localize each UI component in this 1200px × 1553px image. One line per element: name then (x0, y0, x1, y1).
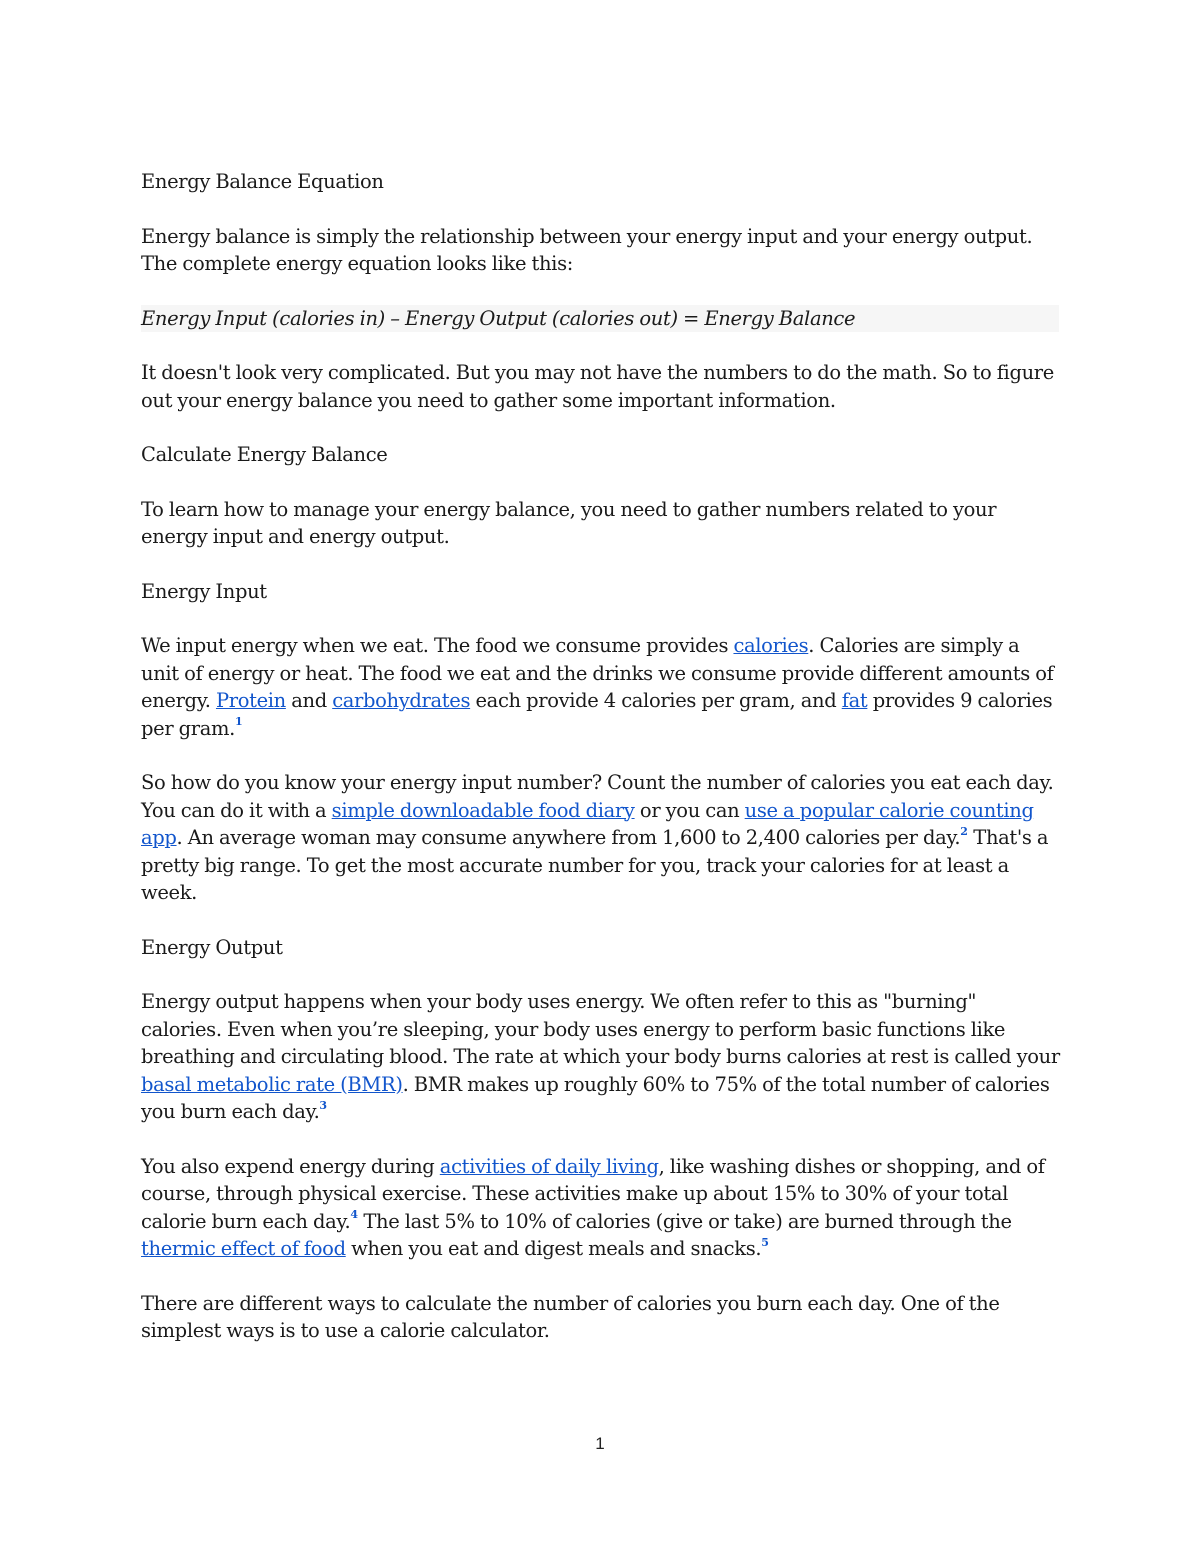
protein-link[interactable]: Protein (215, 689, 286, 712)
calculate-heading: Calculate Energy Balance (141, 443, 388, 466)
energy-input-paragraph-2 (141, 769, 1061, 907)
text-run: and (285, 689, 333, 712)
text-run: each provide 4 calories per gram, and (470, 689, 842, 712)
text-run: You also expend energy during (141, 1154, 440, 1178)
footnote-ref-5[interactable]: 5 (761, 1235, 769, 1249)
daily-living-link[interactable]: activities of daily living (439, 1154, 659, 1178)
energy-output-paragraph-1 (141, 988, 1061, 1126)
fat-link[interactable]: fat (841, 689, 868, 712)
calories-link[interactable]: calories (733, 634, 809, 657)
page-number: 1 (595, 1434, 605, 1453)
text-run: when you eat and digest meals and snacks. (345, 1237, 762, 1260)
text-run: . BMR makes up roughly 60% to 75% of the total number of calories you burn each day. (141, 1072, 1050, 1123)
text-run: . An average woman may consume anywhere from 1,600 to 2,400 calories per day. (176, 826, 961, 849)
thermic-effect-link[interactable]: thermic effect of food (141, 1237, 346, 1260)
food-diary-link[interactable]: simple downloadable food diary (331, 798, 635, 822)
energy-output-heading: Energy Output (141, 935, 283, 959)
energy-equation: Energy Input (calories in) – Energy Output (calories out) = Energy Balance (141, 305, 1059, 333)
text-run: , like washing dishes or shopping, and of course, through physical exercise. These activities make up about 15% to 30% of your total calorie burn each day. (141, 1154, 1045, 1233)
footnote-ref-1[interactable]: 1 (235, 715, 243, 728)
intro-paragraph: Energy balance is simply the relationship between your energy input and your energy output. The complete energy equation looks like this: (141, 224, 1033, 275)
footnote-ref-2[interactable]: 2 (960, 824, 968, 838)
energy-output-paragraph-2 (141, 1153, 1061, 1263)
energy-input-heading: Energy Input (141, 579, 267, 603)
text-run: So how do you know your energy input number? Count the number of calories you eat each day. You can do it with a (141, 771, 1054, 822)
calorie-counting-app-link[interactable]: use a popular calorie counting app (141, 798, 1034, 849)
energy-output-paragraph-3: There are different ways to calculate the number of calories you burn each day. One of the simplest ways is to use a calorie calculator. (141, 1291, 1000, 1342)
bmr-link[interactable]: basal metabolic rate (BMR) (141, 1072, 403, 1096)
calculate-paragraph: To learn how to manage your energy balance, you need to gather numbers related to your energy input and energy output. (141, 497, 997, 548)
document-title: Energy Balance Equation (141, 170, 384, 193)
text-run: or you can (634, 798, 745, 822)
text-run: provides 9 calories per gram. (141, 689, 1053, 740)
text-run: Energy output happens when your body uses energy. We often refer to this as "burning" calories. Even when you’re sleeping, your body uses energy to perform basic functions like breathing and circulating blood. The rate at which your body burns calories at rest is called your (141, 990, 1060, 1068)
footnote-ref-4[interactable]: 4 (350, 1208, 358, 1221)
complicated-paragraph: It doesn't look very complicated. But you may not have the numbers to do the math. So to figure out your energy balance you need to gather some important information. (141, 361, 1054, 412)
text-run: We input energy when we eat. The food we consume provides (141, 634, 734, 657)
text-run: The last 5% to 10% of calories (give or take) are burned through the (357, 1209, 1012, 1233)
footnote-ref-3[interactable]: 3 (319, 1098, 328, 1112)
energy-input-paragraph-1 (141, 632, 1061, 742)
text-run: . Calories are simply a unit of energy or heat. The food we eat and the drinks we consume provide different amounts of energy. (141, 634, 1054, 712)
document-body (141, 168, 1061, 1372)
text-run: That's a pretty big range. To get the most accurate number for you, track your calories for at least a week. (141, 826, 1049, 904)
carbohydrates-link[interactable]: carbohydrates (332, 689, 471, 712)
